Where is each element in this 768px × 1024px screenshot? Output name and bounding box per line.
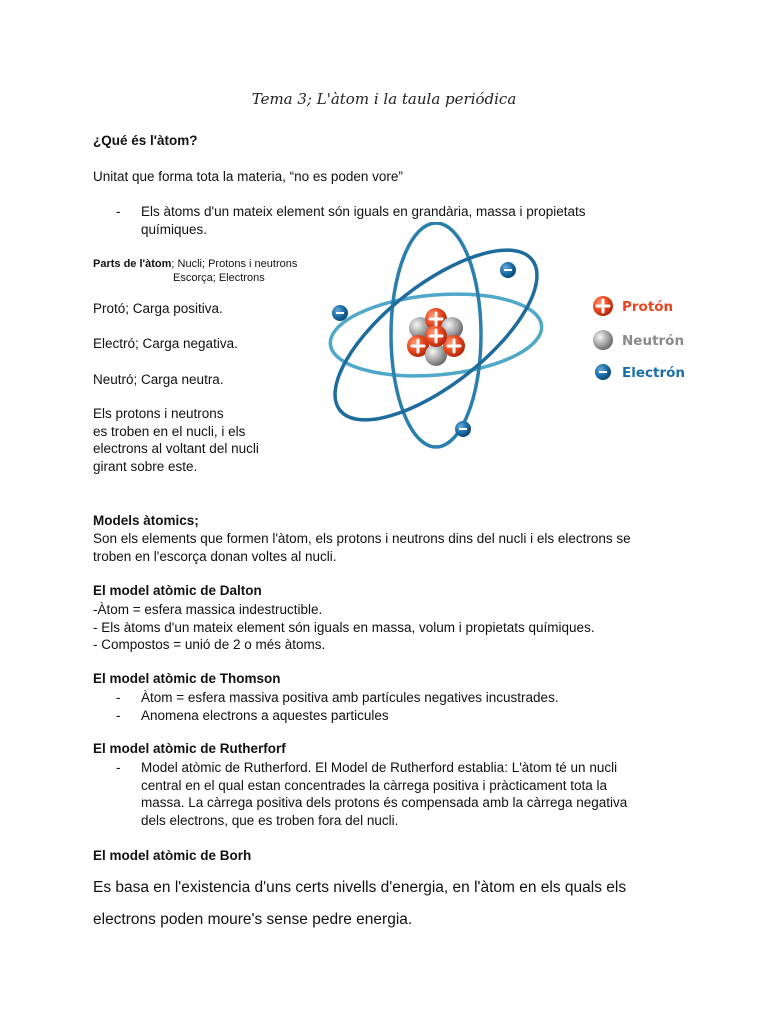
section-heading-thomson: El model atòmic de Thomson xyxy=(93,671,281,686)
models-intro: Son els elements que formen l'àtom, els protons i neutrons dins del nucli i els electrons se troben en l'escorça donan voltes al nucli. xyxy=(93,531,631,564)
list-item xyxy=(116,707,636,725)
bullet-text: Anomena electrons a aquestes particules xyxy=(141,708,389,723)
legend-neutron-label: Neutrón xyxy=(622,333,685,349)
electron-charge: Electró; Carga negativa. xyxy=(93,336,238,351)
atom-parts-shell: Escorça; Electrons xyxy=(173,272,265,284)
dalton-text: -Àtom = esfera massica indestructible. - Els àtoms d'un mateix element són iguals en massa, volum i propietats químiques. - Compostos = unió de 2 o més àtoms. xyxy=(93,602,595,652)
atom-parts-label: Parts de l'àtom xyxy=(93,258,172,270)
neutron-charge: Neutró; Carga neutra. xyxy=(93,372,224,387)
legend-electron-icon xyxy=(595,364,611,380)
list-item xyxy=(116,689,636,707)
section-heading-dalton: El model atòmic de Dalton xyxy=(93,583,262,598)
legend xyxy=(593,296,685,381)
bullet-text: Model atòmic de Rutherford. El Model de Rutherford establia: L'àtom té un nucli central en el qual estan concentrades la càrrega positiva i pràcticament tota la massa. La càrrega positiva dels protons és compensada amb la càrrega negativa dels electrons, que es troben fora del nucli. xyxy=(141,760,628,828)
bohr-text-line-2: electrons poden moure's sense pedre energia. xyxy=(93,911,413,928)
section-heading-rutherford: El model atòmic de Rutherforf xyxy=(93,741,286,756)
atom-definition: Unitat que forma tota la materia, “no es poden vore” xyxy=(93,169,403,184)
legend-proton-label: Protón xyxy=(622,299,674,315)
electron-particle xyxy=(455,421,471,437)
list-item xyxy=(116,759,656,831)
electron-particle xyxy=(500,262,516,278)
electron-particle xyxy=(332,305,348,321)
proton-charge: Protó; Carga positiva. xyxy=(93,301,223,316)
bullet-dash: - xyxy=(116,690,121,705)
atom-parts xyxy=(93,257,308,287)
bullet-dash: - xyxy=(116,708,121,723)
bohr-text-line-1: Es basa en l'existencia d'uns certs nivells d'energia, en l'àtom en els quals els xyxy=(93,879,627,896)
section-heading-bohr: El model atòmic de Borh xyxy=(93,848,252,863)
section-heading-what-is-atom: ¿Qué és l'àtom? xyxy=(93,133,198,148)
nucleus-paragraph: Els protons i neutrons es troben en el nucli, i els electrons al voltant del nucli girant sobre este. xyxy=(93,406,259,474)
page-title: Tema 3; L'àtom i la taula periódica xyxy=(251,90,517,108)
legend-neutron-icon xyxy=(593,330,613,350)
atom-parts-nucleus: ; Nucli; Protons i neutrons xyxy=(171,258,298,270)
bullet-dash: - xyxy=(116,760,121,775)
atom-diagram xyxy=(318,222,698,462)
section-heading-models: Models àtomics; xyxy=(93,513,199,528)
bullet-text: Els àtoms d'un mateix element són iguals en grandària, massa i propietats químiques. xyxy=(141,204,586,237)
legend-proton-icon xyxy=(593,296,613,316)
bullet-text: Àtom = esfera massiva positiva amb partícules negatives incustrades. xyxy=(141,690,559,705)
nucleus xyxy=(407,308,465,366)
legend-electron-label: Electrón xyxy=(622,365,686,381)
bullet-dash: - xyxy=(116,204,121,219)
